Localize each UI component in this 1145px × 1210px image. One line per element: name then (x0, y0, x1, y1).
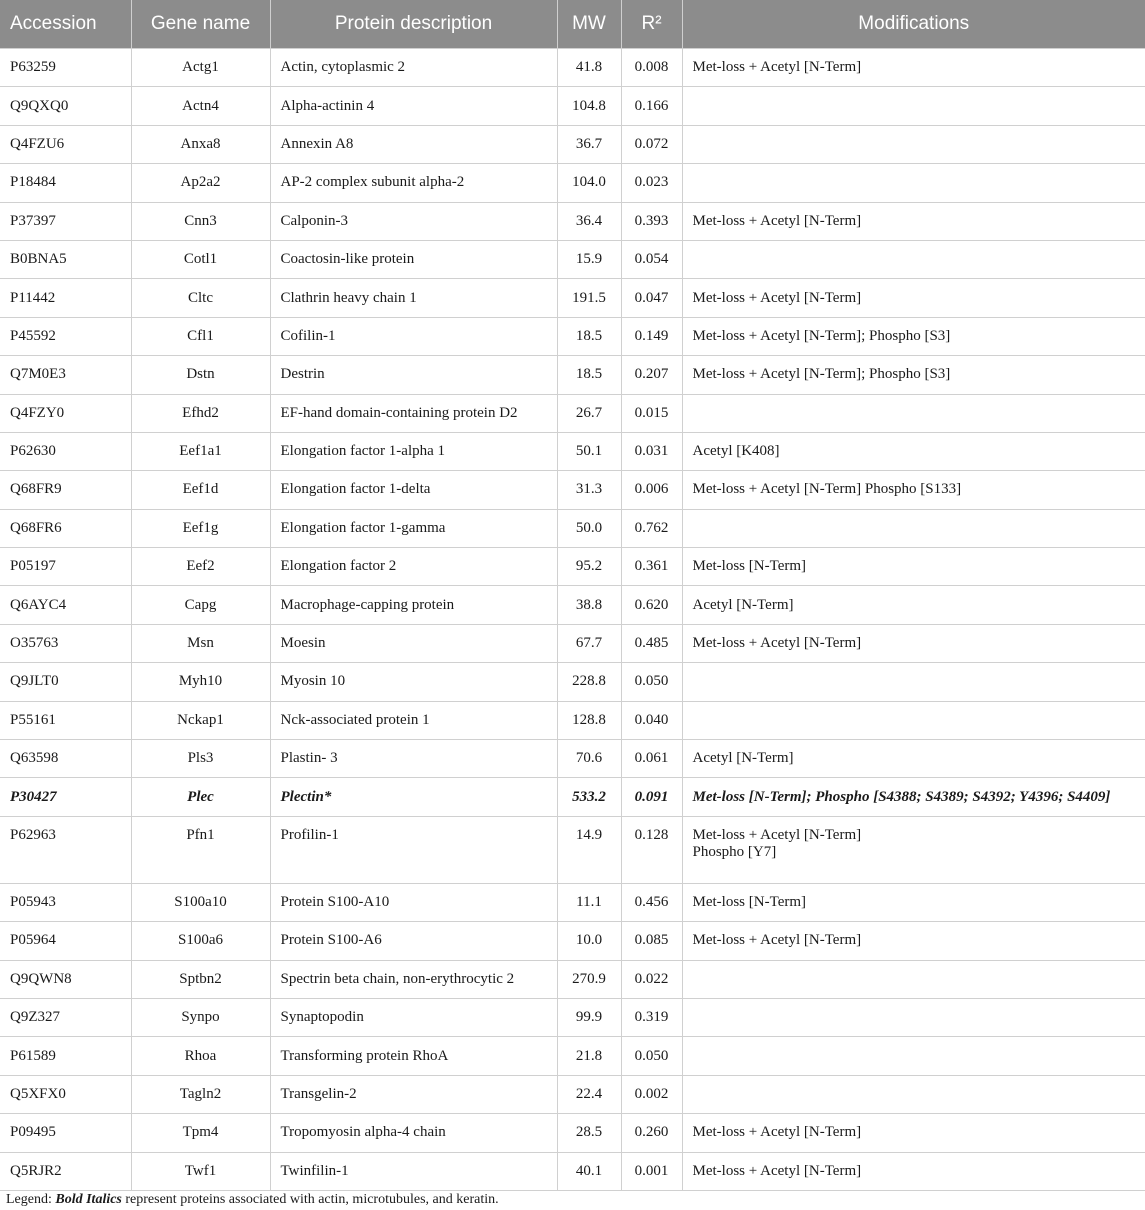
cell-r2: 0.456 (621, 883, 682, 921)
cell-r2: 0.085 (621, 922, 682, 960)
cell-mw: 14.9 (557, 816, 621, 883)
cell-mw: 533.2 (557, 778, 621, 816)
cell-protein-description: AP-2 complex subunit alpha-2 (270, 164, 557, 202)
table-row (0, 883, 1145, 921)
cell-accession: Q4FZU6 (0, 125, 131, 163)
header-protein-description: Protein description (270, 0, 557, 49)
table-legend (6, 1192, 499, 1208)
cell-mw: 28.5 (557, 1114, 621, 1152)
table-row (0, 624, 1145, 662)
cell-accession: B0BNA5 (0, 240, 131, 278)
cell-accession: P05964 (0, 922, 131, 960)
cell-modifications (682, 740, 1145, 778)
table-row (0, 960, 1145, 998)
cell-mw: 128.8 (557, 701, 621, 739)
cell-gene-name: Msn (131, 624, 270, 662)
cell-protein-description: Myosin 10 (270, 663, 557, 701)
cell-mw: 11.1 (557, 883, 621, 921)
modification-line: Acetyl [N-Term] (692, 596, 794, 613)
cell-modifications (682, 663, 1145, 701)
cell-mw: 40.1 (557, 1152, 621, 1190)
cell-modifications (682, 87, 1145, 125)
cell-modifications (682, 1075, 1145, 1113)
cell-accession: P09495 (0, 1114, 131, 1152)
modification-line: Met-loss + Acetyl [N-Term] (692, 59, 862, 76)
cell-accession: P05197 (0, 548, 131, 586)
table-row (0, 202, 1145, 240)
cell-accession: Q9JLT0 (0, 663, 131, 701)
cell-gene-name: Anxa8 (131, 125, 270, 163)
cell-r2: 0.008 (621, 49, 682, 87)
cell-protein-description: Actin, cytoplasmic 2 (270, 49, 557, 87)
cell-r2: 0.166 (621, 87, 682, 125)
cell-r2: 0.762 (621, 509, 682, 547)
cell-accession: P18484 (0, 164, 131, 202)
cell-protein-description: Synaptopodin (270, 998, 557, 1036)
cell-mw: 15.9 (557, 240, 621, 278)
cell-r2: 0.050 (621, 663, 682, 701)
cell-modifications (682, 586, 1145, 624)
cell-gene-name: Myh10 (131, 663, 270, 701)
cell-r2: 0.002 (621, 1075, 682, 1113)
cell-r2: 0.361 (621, 548, 682, 586)
cell-r2: 0.040 (621, 701, 682, 739)
modification-line: Met-loss [N-Term] (692, 894, 807, 910)
cell-gene-name: Eef1d (131, 471, 270, 509)
table-row (0, 87, 1145, 125)
modification-line: Acetyl [N-Term] (692, 750, 794, 767)
cell-protein-description: Protein S100-A10 (270, 883, 557, 921)
cell-r2: 0.031 (621, 432, 682, 470)
cell-gene-name: Ap2a2 (131, 164, 270, 202)
cell-mw: 70.6 (557, 740, 621, 778)
cell-mw: 50.0 (557, 509, 621, 547)
cell-gene-name: Eef1a1 (131, 432, 270, 470)
cell-gene-name: Actn4 (131, 87, 270, 125)
modification-line: Met-loss + Acetyl [N-Term] (692, 826, 862, 843)
cell-gene-name: Cltc (131, 279, 270, 317)
cell-gene-name: Cnn3 (131, 202, 270, 240)
cell-modifications (682, 509, 1145, 547)
cell-protein-description: Cofilin-1 (270, 317, 557, 355)
modification-line: Met-loss + Acetyl [N-Term] (692, 1162, 862, 1179)
cell-modifications (682, 279, 1145, 317)
cell-gene-name: S100a6 (131, 922, 270, 960)
table-row (0, 240, 1145, 278)
legend-emphasis: Bold Italics (55, 1192, 122, 1207)
cell-protein-description: Elongation factor 1-alpha 1 (270, 432, 557, 470)
modification-line: Met-loss [N-Term] (692, 558, 807, 575)
cell-modifications (682, 883, 1145, 921)
modification-line: Met-loss + Acetyl [N-Term] (692, 635, 862, 652)
table-row (0, 1075, 1145, 1113)
cell-mw: 95.2 (557, 548, 621, 586)
cell-protein-description: Transforming protein RhoA (270, 1037, 557, 1075)
modification-line: Met-loss + Acetyl [N-Term] (692, 932, 862, 949)
modification-line: Phospho [Y7] (692, 843, 777, 860)
cell-r2: 0.061 (621, 740, 682, 778)
table-row (0, 922, 1145, 960)
table-row (0, 432, 1145, 470)
cell-protein-description: Destrin (270, 356, 557, 394)
cell-accession: P05943 (0, 883, 131, 921)
cell-accession: Q68FR6 (0, 509, 131, 547)
cell-protein-description: Protein S100-A6 (270, 922, 557, 960)
cell-accession: Q9Z327 (0, 998, 131, 1036)
cell-mw: 270.9 (557, 960, 621, 998)
cell-modifications (682, 998, 1145, 1036)
table-row (0, 778, 1145, 816)
table-row (0, 164, 1145, 202)
cell-r2: 0.319 (621, 998, 682, 1036)
cell-r2: 0.015 (621, 394, 682, 432)
cell-protein-description: Transgelin-2 (270, 1075, 557, 1113)
cell-accession: Q9QWN8 (0, 960, 131, 998)
cell-modifications (682, 432, 1145, 470)
table-row (0, 586, 1145, 624)
cell-gene-name: Plec (131, 778, 270, 816)
cell-protein-description: Elongation factor 1-delta (270, 471, 557, 509)
modification-line: Met-loss + Acetyl [N-Term] (692, 289, 862, 306)
cell-accession: Q9QXQ0 (0, 87, 131, 125)
cell-mw: 18.5 (557, 317, 621, 355)
cell-protein-description: Calponin-3 (270, 202, 557, 240)
cell-r2: 0.072 (621, 125, 682, 163)
cell-protein-description: EF-hand domain-containing protein D2 (270, 394, 557, 432)
header-mw: MW (557, 0, 621, 49)
cell-protein-description: Annexin A8 (270, 125, 557, 163)
cell-r2: 0.001 (621, 1152, 682, 1190)
cell-protein-description: Spectrin beta chain, non-erythrocytic 2 (270, 960, 557, 998)
legend-prefix: Legend: (6, 1192, 56, 1207)
table-row (0, 317, 1145, 355)
cell-gene-name: Tpm4 (131, 1114, 270, 1152)
header-gene-name: Gene name (131, 0, 270, 49)
cell-mw: 41.8 (557, 49, 621, 87)
cell-modifications (682, 125, 1145, 163)
cell-gene-name: Pfn1 (131, 816, 270, 883)
cell-mw: 99.9 (557, 998, 621, 1036)
modification-line: Met-loss + Acetyl [N-Term]; Phospho [S3] (692, 366, 951, 383)
cell-gene-name: Tagln2 (131, 1075, 270, 1113)
cell-accession: P62963 (0, 816, 131, 883)
modification-line: Acetyl [K408] (692, 443, 780, 460)
cell-mw: 36.4 (557, 202, 621, 240)
cell-mw: 26.7 (557, 394, 621, 432)
table-row (0, 394, 1145, 432)
cell-mw: 18.5 (557, 356, 621, 394)
table-row (0, 1152, 1145, 1190)
cell-gene-name: Eef1g (131, 509, 270, 547)
cell-mw: 10.0 (557, 922, 621, 960)
cell-protein-description: Macrophage-capping protein (270, 586, 557, 624)
cell-mw: 67.7 (557, 624, 621, 662)
modification-line: Met-loss [N-Term]; Phospho [S4388; S4389; S4392; Y4396; S4409] (692, 788, 1111, 805)
cell-modifications (682, 960, 1145, 998)
cell-r2: 0.207 (621, 356, 682, 394)
cell-protein-description: Elongation factor 2 (270, 548, 557, 586)
table-row (0, 125, 1145, 163)
cell-protein-description: Clathrin heavy chain 1 (270, 279, 557, 317)
cell-mw: 191.5 (557, 279, 621, 317)
cell-r2: 0.260 (621, 1114, 682, 1152)
table-row (0, 740, 1145, 778)
cell-accession: P37397 (0, 202, 131, 240)
cell-r2: 0.485 (621, 624, 682, 662)
cell-gene-name: Rhoa (131, 1037, 270, 1075)
cell-modifications (682, 922, 1145, 960)
cell-gene-name: Efhd2 (131, 394, 270, 432)
cell-r2: 0.022 (621, 960, 682, 998)
cell-accession: Q63598 (0, 740, 131, 778)
cell-r2: 0.128 (621, 816, 682, 883)
cell-accession: O35763 (0, 624, 131, 662)
cell-accession: Q5RJR2 (0, 1152, 131, 1190)
legend-suffix: represent proteins associated with actin, microtubules, and keratin. (121, 1192, 499, 1207)
table-row (0, 49, 1145, 87)
cell-accession: P30427 (0, 778, 131, 816)
cell-mw: 22.4 (557, 1075, 621, 1113)
table-row (0, 1037, 1145, 1075)
cell-r2: 0.047 (621, 279, 682, 317)
table-row (0, 279, 1145, 317)
cell-accession: P61589 (0, 1037, 131, 1075)
cell-mw: 21.8 (557, 1037, 621, 1075)
cell-accession: P45592 (0, 317, 131, 355)
cell-r2: 0.054 (621, 240, 682, 278)
table-row (0, 998, 1145, 1036)
cell-accession: Q7M0E3 (0, 356, 131, 394)
cell-mw: 50.1 (557, 432, 621, 470)
cell-r2: 0.050 (621, 1037, 682, 1075)
cell-modifications (682, 624, 1145, 662)
table-row (0, 356, 1145, 394)
cell-gene-name: Nckap1 (131, 701, 270, 739)
cell-modifications (682, 816, 1145, 883)
table-row (0, 509, 1145, 547)
cell-modifications (682, 49, 1145, 87)
cell-accession: P55161 (0, 701, 131, 739)
cell-r2: 0.023 (621, 164, 682, 202)
cell-protein-description: Twinfilin-1 (270, 1152, 557, 1190)
cell-gene-name: Actg1 (131, 49, 270, 87)
table-row (0, 548, 1145, 586)
cell-modifications (682, 317, 1145, 355)
cell-gene-name: Eef2 (131, 548, 270, 586)
header-accession: Accession (0, 0, 131, 49)
cell-mw: 228.8 (557, 663, 621, 701)
cell-mw: 36.7 (557, 125, 621, 163)
table-row (0, 816, 1145, 883)
header-modifications: Modifications (682, 0, 1145, 49)
header-row (0, 0, 1145, 49)
cell-gene-name: Cotl1 (131, 240, 270, 278)
cell-modifications (682, 1152, 1145, 1190)
table-row (0, 471, 1145, 509)
cell-gene-name: Pls3 (131, 740, 270, 778)
header-r2: R² (621, 0, 682, 49)
cell-gene-name: S100a10 (131, 883, 270, 921)
cell-protein-description: Profilin-1 (270, 816, 557, 883)
cell-r2: 0.006 (621, 471, 682, 509)
cell-protein-description: Coactosin-like protein (270, 240, 557, 278)
cell-protein-description: Plectin* (270, 778, 557, 816)
cell-protein-description: Alpha-actinin 4 (270, 87, 557, 125)
cell-gene-name: Capg (131, 586, 270, 624)
cell-accession: Q68FR9 (0, 471, 131, 509)
cell-gene-name: Twf1 (131, 1152, 270, 1190)
modification-line: Met-loss + Acetyl [N-Term] (692, 212, 862, 229)
cell-accession: P63259 (0, 49, 131, 87)
table-row (0, 1114, 1145, 1152)
cell-modifications (682, 1037, 1145, 1075)
cell-modifications (682, 394, 1145, 432)
cell-accession: Q6AYC4 (0, 586, 131, 624)
cell-gene-name: Synpo (131, 998, 270, 1036)
cell-gene-name: Sptbn2 (131, 960, 270, 998)
cell-modifications (682, 164, 1145, 202)
cell-r2: 0.393 (621, 202, 682, 240)
cell-modifications (682, 1114, 1145, 1152)
cell-modifications (682, 701, 1145, 739)
cell-mw: 38.8 (557, 586, 621, 624)
cell-r2: 0.149 (621, 317, 682, 355)
cell-modifications (682, 240, 1145, 278)
cell-gene-name: Dstn (131, 356, 270, 394)
modification-line: Met-loss + Acetyl [N-Term] Phospho [S133] (692, 481, 962, 498)
cell-protein-description: Tropomyosin alpha-4 chain (270, 1114, 557, 1152)
cell-mw: 104.8 (557, 87, 621, 125)
table-row (0, 663, 1145, 701)
cell-modifications (682, 548, 1145, 586)
modification-line: Met-loss + Acetyl [N-Term] (692, 1124, 862, 1141)
table-body (0, 49, 1145, 1191)
cell-protein-description: Moesin (270, 624, 557, 662)
cell-modifications (682, 778, 1145, 816)
cell-accession: P62630 (0, 432, 131, 470)
cell-modifications (682, 471, 1145, 509)
cell-accession: Q4FZY0 (0, 394, 131, 432)
cell-mw: 104.0 (557, 164, 621, 202)
modification-line: Met-loss + Acetyl [N-Term]; Phospho [S3] (692, 327, 951, 344)
cell-protein-description: Nck-associated protein 1 (270, 701, 557, 739)
cell-protein-description: Plastin- 3 (270, 740, 557, 778)
cell-accession: Q5XFX0 (0, 1075, 131, 1113)
cell-protein-description: Elongation factor 1-gamma (270, 509, 557, 547)
cell-mw: 31.3 (557, 471, 621, 509)
cell-r2: 0.620 (621, 586, 682, 624)
cell-r2: 0.091 (621, 778, 682, 816)
cell-modifications (682, 356, 1145, 394)
cell-gene-name: Cfl1 (131, 317, 270, 355)
table-row (0, 701, 1145, 739)
cell-accession: P11442 (0, 279, 131, 317)
cell-modifications (682, 202, 1145, 240)
